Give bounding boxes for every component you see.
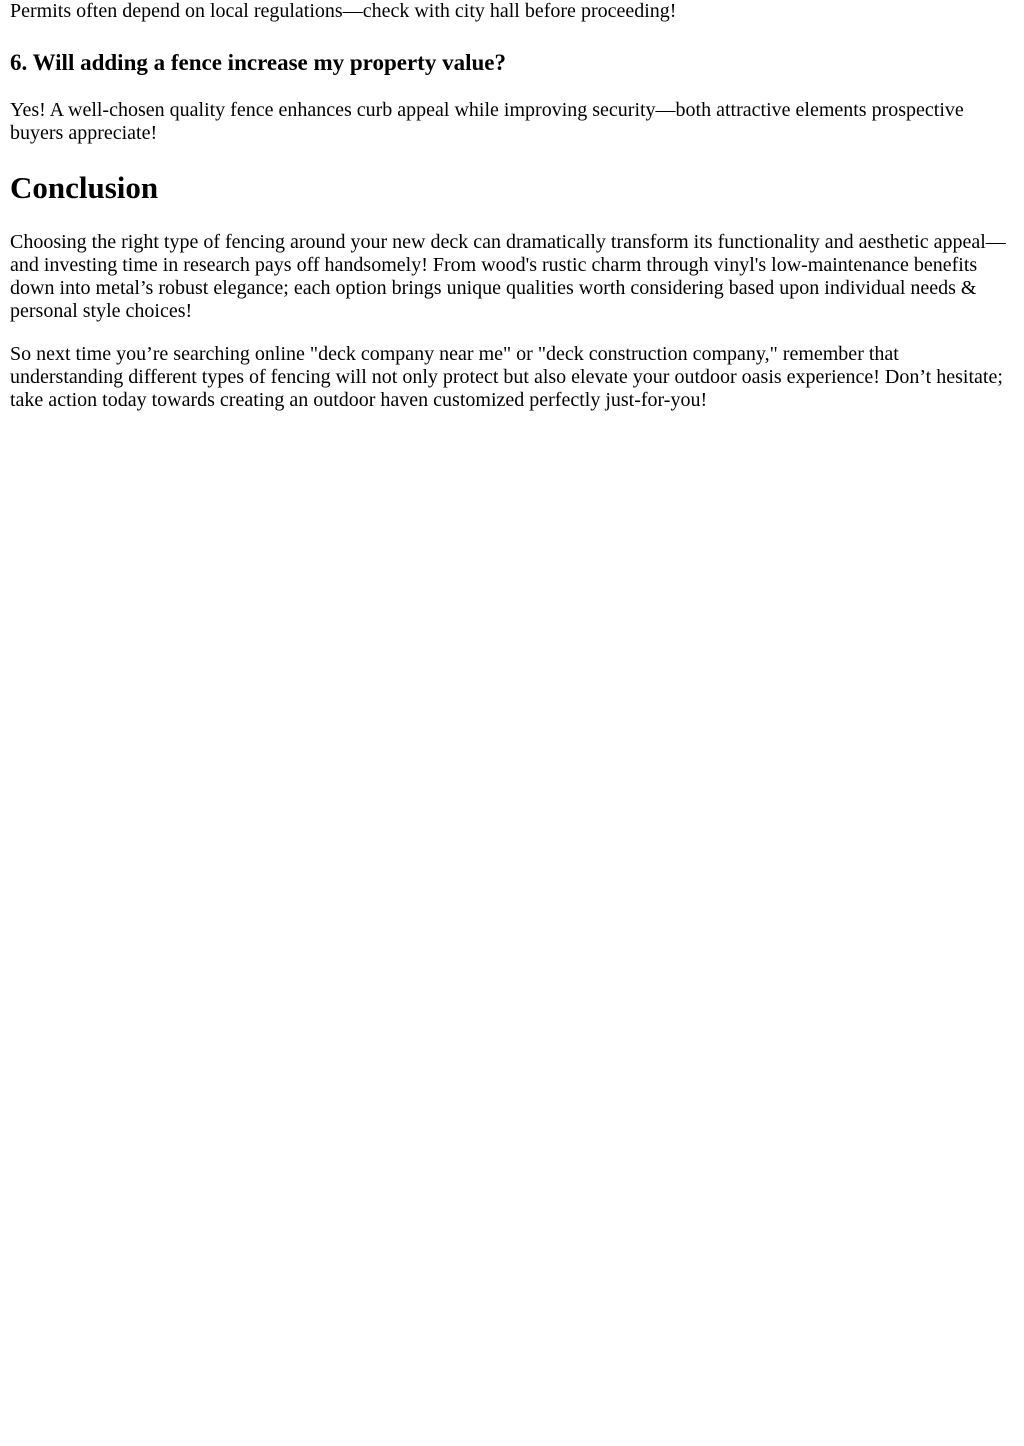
- conclusion-heading: Conclusion: [10, 170, 159, 205]
- conclusion-paragraph-1: Choosing the right type of fencing around your new deck can dramatically transform its functionality and aesthetic appeal—and investing time in research pays off handsomely! From wood's rustic charm through vinyl's low-maintenance benefits down into metal’s robust elegance; each option brings unique qualities worth considering based upon individual needs & personal style choices!: [10, 231, 1006, 322]
- permits-answer-paragraph: Permits often depend on local regulations—check with city hall before proceeding!: [10, 0, 677, 22]
- article-body: [0, 0, 1024, 412]
- conclusion-paragraph-2: So next time you’re searching online "deck company near me" or "deck construction company," remember that understanding different types of fencing will not only protect but also elevate your outdoor oasis experience! Don’t hesitate; take action today towards creating an outdoor haven customized perfectly just-for-you!: [10, 343, 1003, 411]
- faq-6-answer-paragraph: Yes! A well-chosen quality fence enhances curb appeal while improving security—both attractive elements prospective buyers appreciate!: [10, 99, 964, 144]
- faq-6-question-heading: 6. Will adding a fence increase my property value?: [10, 50, 506, 75]
